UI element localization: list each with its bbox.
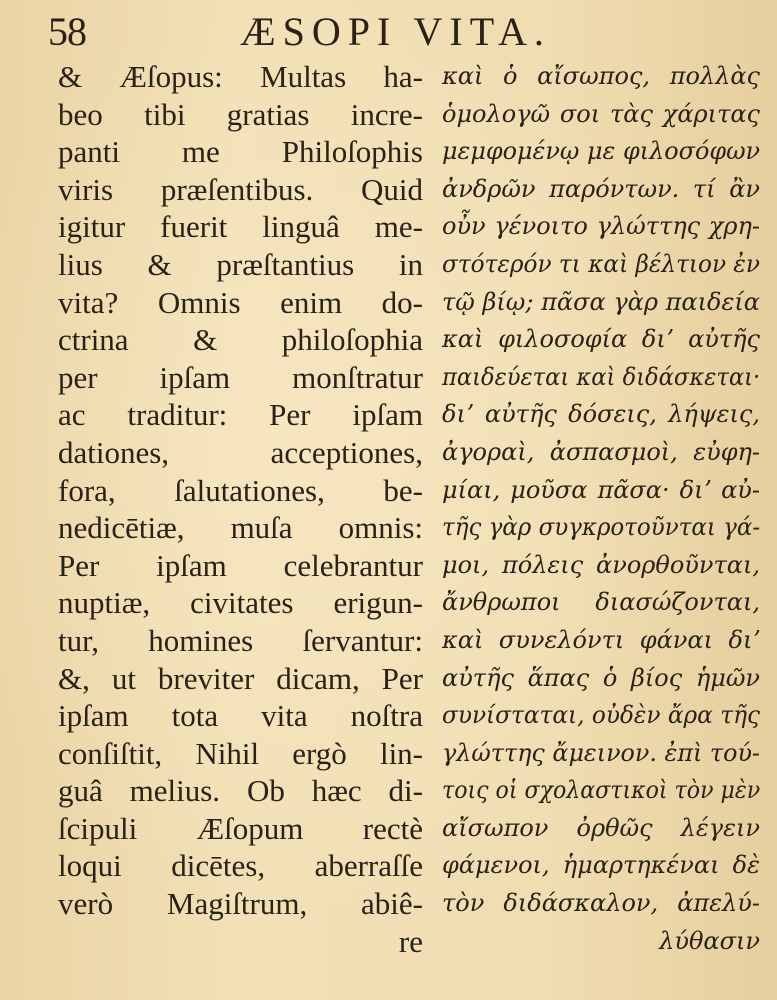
latin-text-column bbox=[58, 58, 423, 960]
latin-text-line: ctrina & philoſophia bbox=[58, 322, 423, 358]
latin-text-line: panti me Philoſophis bbox=[58, 134, 423, 170]
greek-text-line: οὖν γένοιτο γλώττης χρη- bbox=[442, 212, 760, 241]
greek-text-column bbox=[442, 58, 760, 960]
latin-text-line: ipſam tota vita noſtra bbox=[58, 698, 423, 734]
latin-text-line: igitur fuerit linguâ me- bbox=[58, 209, 423, 245]
latin-text-line: & Æſopus: Multas ha- bbox=[58, 59, 423, 94]
greek-text-line: ἀνδρῶν παρόντων. τί ἂν bbox=[442, 174, 760, 203]
greek-text-line: μεμφομένῳ με φιλοσόφων bbox=[442, 137, 761, 166]
greek-text-line: στότερόν τι καὶ βέλτιον ἐν bbox=[442, 249, 760, 278]
latin-text-line: nedicētiæ, muſa omnis: bbox=[58, 510, 423, 546]
greek-text-line: τῆς γὰρ συγκροτοῦνται γά- bbox=[442, 513, 761, 542]
running-title: ÆSOPI VITA. bbox=[240, 9, 551, 54]
page-number: 58 bbox=[48, 9, 86, 54]
latin-text-line: dationes, acceptiones, bbox=[58, 434, 423, 470]
latin-text-line: lius & præſtantius in bbox=[58, 246, 423, 282]
latin-text-line: Per ipſam celebrantur bbox=[58, 547, 423, 583]
greek-text-line: γλώττης ἄμεινον. ἐπὶ τού- bbox=[442, 738, 760, 767]
greek-text-line: λύθασιν bbox=[659, 926, 760, 955]
latin-text-line: fora, ſalutationes, be- bbox=[58, 472, 423, 508]
greek-text-line: αἴσωπον ὀρθῶς λέγειν bbox=[442, 813, 760, 842]
greek-text-line: διʼ αὐτῆς δόσεις, λήψεις, bbox=[442, 400, 760, 429]
latin-text-line: tur, homines ſervantur: bbox=[58, 622, 423, 658]
greek-text-line: τὸν διδάσκαλον, ἀπελύ- bbox=[442, 889, 760, 918]
latin-text-line: re bbox=[398, 923, 423, 959]
greek-text-line: καὶ συνελόντι φάναι διʼ bbox=[442, 625, 760, 654]
latin-text-line: viris præſentibus. Quid bbox=[58, 171, 423, 207]
greek-text-line: ὁμολογῶ σοι τὰς χάριτας bbox=[442, 99, 760, 128]
latin-text-line: nuptiæ, civitates erigun- bbox=[58, 585, 423, 621]
greek-text-line: καὶ φιλοσοφία διʼ αὐτῆς bbox=[442, 325, 760, 354]
greek-text-line: καὶ ὁ αἴσωπος, πολλὰς bbox=[442, 62, 760, 90]
page-header bbox=[0, 6, 777, 58]
latin-text-line: per ipſam monſtratur bbox=[58, 359, 423, 395]
greek-text-line: φάμενοι, ἡμαρτηκέναι δὲ bbox=[442, 851, 760, 880]
latin-text-line: vita? Omnis enim do- bbox=[58, 284, 423, 320]
greek-text-line: τοις οἱ σχολαστικοὶ τὸν μὲν bbox=[442, 776, 761, 805]
latin-text-line: loqui dicētes, aberraſſe bbox=[58, 848, 423, 884]
latin-text-line: conſiſtit, Nihil ergò lin- bbox=[58, 735, 423, 771]
latin-text-line: beo tibi gratias incre- bbox=[58, 96, 423, 132]
latin-text-line: &, ut breviter dicam, Per bbox=[58, 660, 423, 696]
latin-text-line: ac traditur: Per ipſam bbox=[58, 397, 423, 433]
latin-text-line: guâ melius. Ob hæc di- bbox=[58, 773, 423, 809]
latin-text-line: verò Magiſtrum, abiê- bbox=[58, 886, 423, 922]
latin-text-line: ſcipuli Æſopum rectè bbox=[58, 810, 423, 846]
greek-text-line: μίαι, μοῦσα πᾶσα· διʼ αὐ- bbox=[442, 475, 760, 504]
greek-text-line: παιδεύεται καὶ διδάσκεται· bbox=[442, 362, 761, 391]
greek-text-line: τῷ βίῳ; πᾶσα γὰρ παιδεία bbox=[442, 287, 760, 316]
greek-text-line: ἄνθρωποι διασώζονται, bbox=[442, 588, 760, 617]
greek-text-line: συνίσταται, οὐδὲν ἄρα τῆς bbox=[442, 701, 760, 730]
greek-text-line: μοι, πόλεις ἀνορθοῦνται, bbox=[442, 550, 760, 579]
greek-text-line: ἀγοραὶ, ἀσπασμοὶ, εὐφη- bbox=[442, 437, 760, 466]
greek-text-line: αὐτῆς ἅπας ὁ βίος ἡμῶν bbox=[442, 663, 760, 692]
